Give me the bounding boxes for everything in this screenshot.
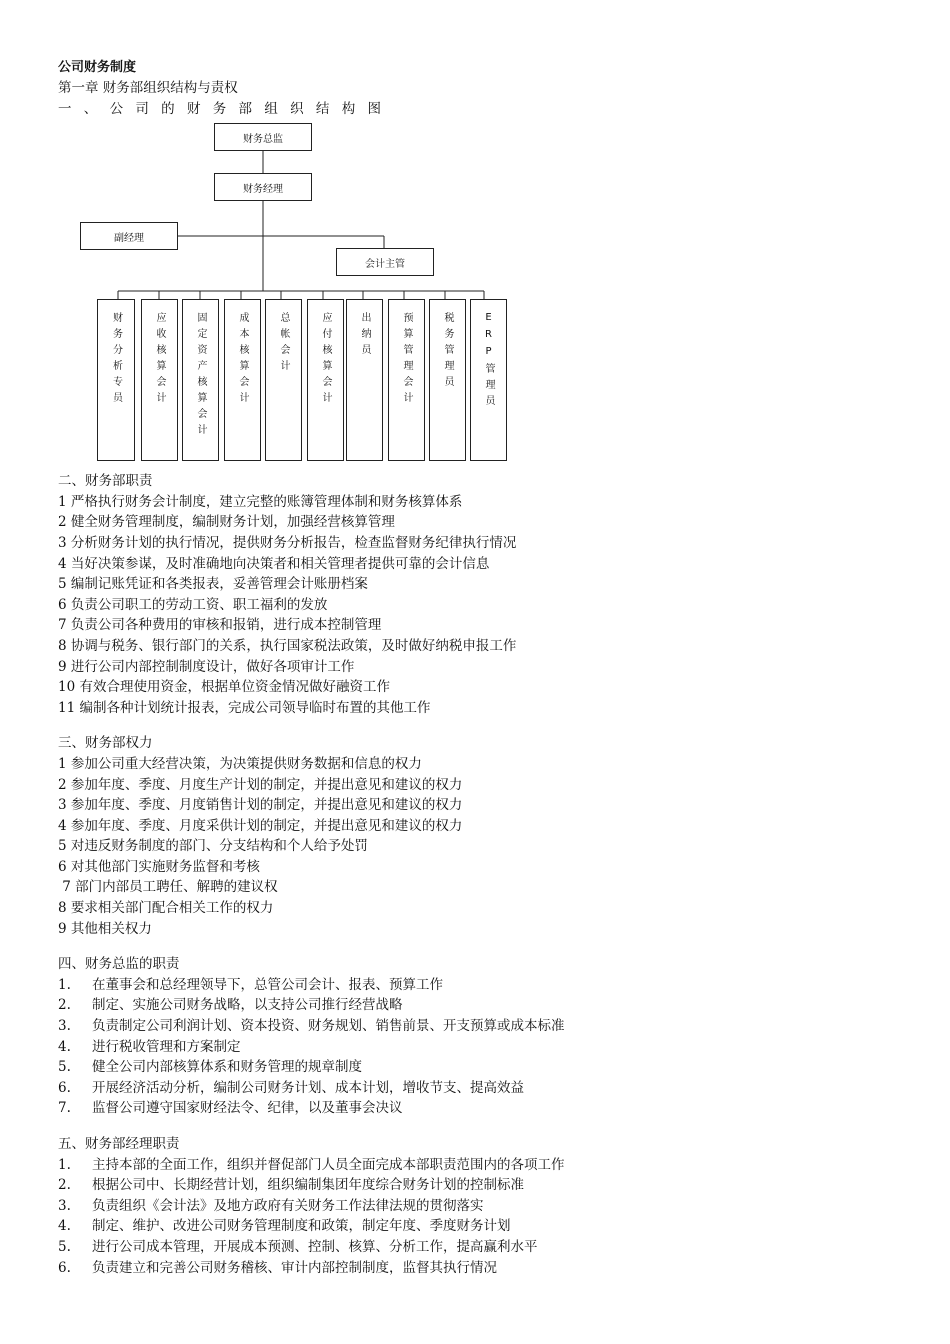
powers-list	[58, 754, 918, 939]
list-item: 7 负责公司各种费用的审核和报销，进行成本控制管理	[58, 617, 382, 634]
section-heading-powers: 三、财务部权力	[58, 735, 153, 752]
list-item: 4 当好决策参谋，及时准确地向决策者和相关管理者提供可靠的会计信息	[58, 555, 490, 572]
list-item: 4. 进行税收管理和方案制定	[58, 1038, 241, 1055]
list-item: 3. 负责组织《会计法》及地方政府有关财务工作法律法规的贯彻落实	[58, 1197, 484, 1214]
chapter-heading: 第一章 财务部组织结构与责权	[58, 80, 238, 96]
org-position-analyst: 财务分析专员	[97, 299, 135, 461]
list-item: 5. 进行公司成本管理，开展成本预测、控制、核算、分析工作，提高赢利水平	[58, 1238, 538, 1255]
org-position-payables: 应付核算会计	[307, 299, 344, 461]
document-title: 公司财务制度	[58, 60, 137, 75]
list-item: 2. 制定、实施公司财务战略，以支持公司推行经营战略	[58, 997, 403, 1014]
list-item: 8 协调与税务、银行部门的关系，执行国家税法政策，及时做好纳税申报工作	[58, 637, 517, 654]
list-item: 2 健全财务管理制度，编制财务计划，加强经营核算管理	[58, 514, 395, 531]
org-position-fixed-assets: 固定资产核算会计	[182, 299, 219, 461]
list-item: 4 参加年度、季度、月度采供计划的制定，并提出意见和建议的权力	[58, 817, 463, 834]
list-item: 6. 负责建立和完善公司财务稽核、审计内部控制制度，监督其执行情况	[58, 1259, 497, 1276]
list-item: 7 部门内部员工聘任、解聘的建议权	[58, 879, 278, 896]
list-item: 6. 开展经济活动分析，编制公司财务计划、成本计划，增收节支、提高效益	[58, 1079, 524, 1096]
list-item: 1. 在董事会和总经理领导下，总管公司会计、报表、预算工作	[58, 976, 443, 993]
org-chart	[78, 123, 538, 471]
list-item: 1 严格执行财务会计制度，建立完整的账簿管理体制和财务核算体系	[58, 493, 463, 510]
section-heading-manager-duties: 五、财务部经理职责	[58, 1136, 180, 1152]
org-position-cost: 成本核算会计	[224, 299, 261, 461]
org-position-general-ledger: 总帐会计	[265, 299, 302, 461]
list-item: 11 编制各种计划统计报表，完成公司领导临时布置的其他工作	[58, 699, 431, 716]
list-item: 5. 健全公司内部核算体系和财务管理的规章制度	[58, 1059, 362, 1076]
list-item: 10 有效合理使用资金，根据单位资金情况做好融资工作	[58, 679, 390, 696]
list-item: 9 其他相关权力	[58, 920, 152, 937]
manager-duties-list	[58, 1155, 918, 1279]
list-item: 2 参加年度、季度、月度生产计划的制定，并提出意见和建议的权力	[58, 776, 463, 793]
list-item: 7. 监督公司遵守国家财经法令、纪律，以及董事会决议	[58, 1100, 403, 1117]
org-node-cfo: 财务总监	[214, 123, 312, 151]
list-item: 6 负责公司职工的劳动工资、职工福利的发放	[58, 596, 328, 613]
list-item: 5 编制记账凭证和各类报表，妥善管理会计账册档案	[58, 576, 368, 593]
list-item: 3 参加年度、季度、月度销售计划的制定，并提出意见和建议的权力	[58, 797, 463, 814]
duties-list	[58, 492, 918, 719]
list-item: 5 对违反财务制度的部门、分支结构和个人给予处罚	[58, 838, 368, 855]
section-heading-org-chart: 一 、 公 司 的 财 务 部 组 织 结 构 图	[58, 100, 385, 117]
section-heading-duties: 二、财务部职责	[58, 473, 153, 490]
org-position-erp: ERP管理员	[470, 299, 507, 461]
list-item: 1. 主持本部的全面工作，组织并督促部门人员全面完成本部职责范围内的各项工作	[58, 1156, 565, 1173]
list-item: 6 对其他部门实施财务监督和考核	[58, 858, 260, 875]
org-position-tax: 税务管理员	[429, 299, 466, 461]
list-item: 9 进行公司内部控制制度设计，做好各项审计工作	[58, 658, 355, 675]
org-node-accounting-supervisor: 会计主管	[336, 248, 434, 276]
org-node-finance-manager: 财务经理	[214, 173, 312, 201]
section-heading-cfo-duties: 四、财务总监的职责	[58, 956, 180, 973]
list-item: 3. 负责制定公司利润计划、资本投资、财务规划、销售前景、开支预算或成本标准	[58, 1018, 565, 1035]
org-node-deputy-manager: 副经理	[80, 222, 178, 250]
list-item: 1 参加公司重大经营决策，为决策提供财务数据和信息的权力	[58, 755, 422, 772]
org-position-cashier: 出纳员	[346, 299, 383, 461]
list-item: 8 要求相关部门配合相关工作的权力	[58, 900, 274, 917]
list-item: 2. 根据公司中、长期经营计划，组织编制集团年度综合财务计划的控制标准	[58, 1177, 524, 1194]
org-position-budget: 预算管理会计	[388, 299, 425, 461]
list-item: 3 分析财务计划的执行情况，提供财务分析报告，检查监督财务纪律执行情况	[58, 534, 517, 551]
document-page	[58, 58, 918, 1278]
cfo-duties-list	[58, 975, 918, 1119]
list-item: 4. 制定、维护、改进公司财务管理制度和政策，制定年度、季度财务计划	[58, 1218, 511, 1235]
org-position-receivables: 应收核算会计	[141, 299, 178, 461]
